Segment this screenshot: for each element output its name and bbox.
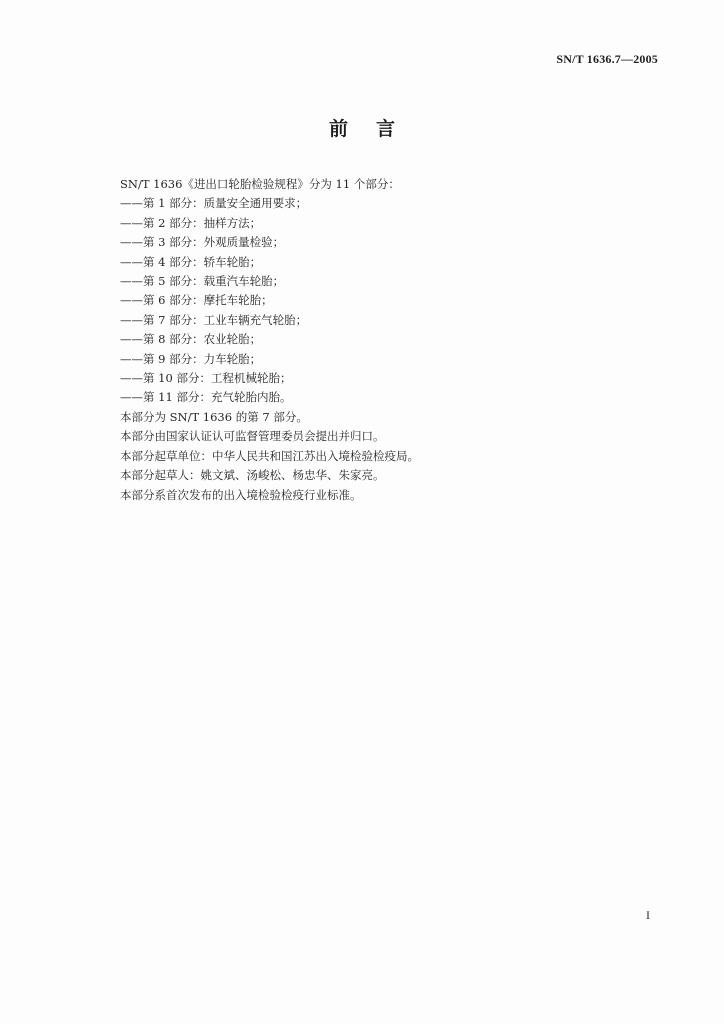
part-list-item: ——第 7 部分：工业车辆充气轮胎； [120, 312, 308, 327]
foreword-line: 本部分由国家认证认可监督管理委员会提出并归口。 [120, 429, 385, 444]
document-code: SN/T 1636.7—2005 [556, 52, 658, 66]
part-list-item: ——第 5 部分：载重汽车轮胎； [120, 274, 285, 289]
part-list-item: ——第 2 部分：抽样方法； [120, 215, 262, 230]
foreword-line: 本部分起草人：姚文斌、汤峻松、杨忠华、朱家亮。 [120, 468, 385, 483]
part-list-item: ——第 11 部分：充气轮胎内胎。 [120, 390, 292, 405]
part-list-item: ——第 10 部分：工程机械轮胎； [120, 371, 292, 386]
page-number: I [646, 908, 650, 922]
foreword-line: 本部分起草单位：中华人民共和国江苏出入境检验检疫局。 [120, 448, 419, 463]
part-list-item: ——第 6 部分：摩托车轮胎； [120, 293, 273, 308]
page-title: 前言 [328, 118, 423, 140]
part-list-item: ——第 1 部分：质量安全通用要求； [120, 196, 308, 211]
foreword-line: 本部分为 SN/T 1636 的第 7 部分。 [120, 409, 308, 424]
part-list-item: ——第 4 部分：轿车轮胎； [120, 254, 262, 269]
part-list-item: ——第 8 部分：农业轮胎； [120, 332, 262, 347]
part-list-item: ——第 3 部分：外观质量检验； [120, 235, 285, 250]
foreword-body [120, 175, 640, 505]
foreword-line: 本部分系首次发布的出入境检验检疫行业标准。 [120, 487, 362, 502]
part-list-item: ——第 9 部分：力车轮胎； [120, 351, 262, 366]
foreword-line: SN/T 1636《进出口轮胎检验规程》分为 11 个部分： [120, 177, 400, 191]
